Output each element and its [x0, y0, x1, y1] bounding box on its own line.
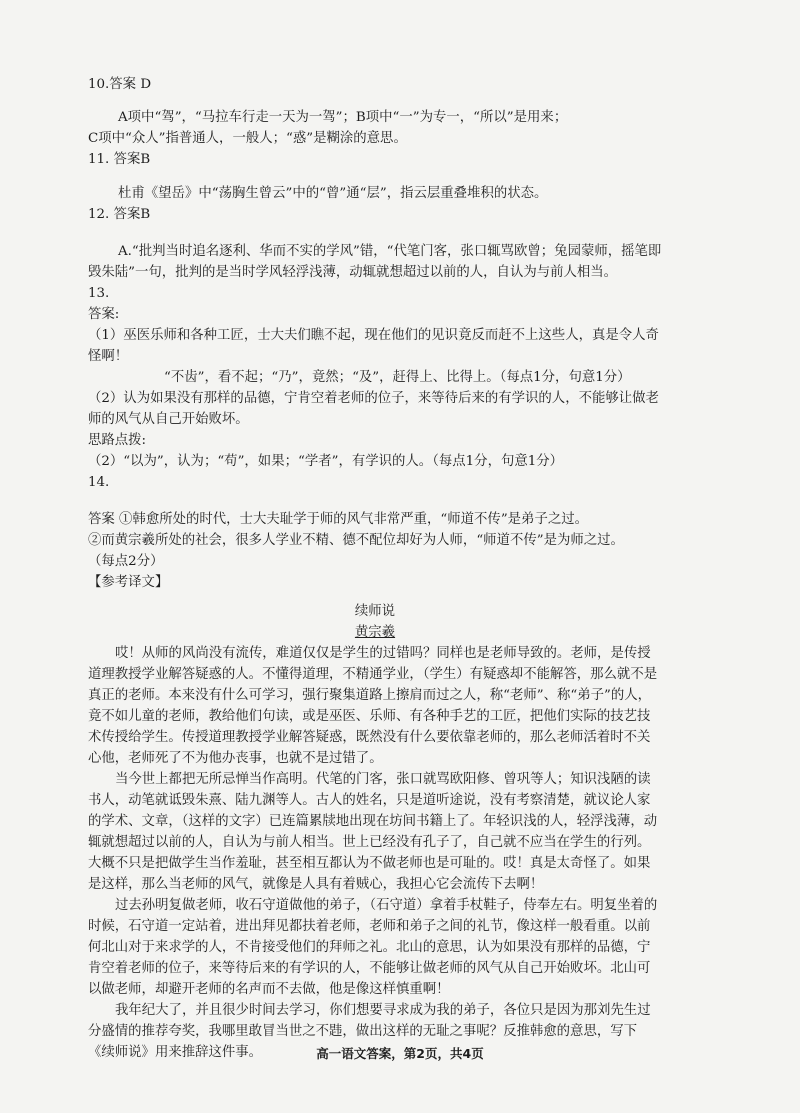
q13-hint-label: 思路点拨:	[88, 433, 147, 448]
q12-heading: 12. 答案B	[88, 207, 151, 222]
q11-explanation: 杜甫《望岳》中“荡胸生曾云”中的“曾”通“层”，指云层重叠堆积的状态。	[118, 186, 548, 201]
translation-paragraph-1: 哎！从师的风尚没有流传，难道仅仅是学生的过错吗？同样也是老师导致的。老师，是传授道理教授学业解答疑惑的人。不懂得道理，不精通学业，（学生）有疑惑却不能解答，那么就不是真正的老师。本来没有什么可学习，强行聚集道路上擦肩而过之人，称“老师”、称“弟子”的人，竟不如儿童的老师，教给他们句读，或是巫医、乐师、有各种手艺的工匠，把他们实际的技艺技术传授给学生。传授道理教授学业解答疑惑，既然没有什么要依靠老师的，那么老师活着时不关心他，老师死了不为他办丧事，也就不是过错了。	[88, 646, 658, 766]
q10-explanation-line-1: A项中“驾”，“马拉车行走一天为一驾”；B项中“一”为专一，“所以”是用来；	[118, 110, 568, 125]
translation-author	[88, 622, 662, 643]
translation-paragraph-3: 过去孙明复做老师，收石守道做他的弟子，（石守道）拿着手杖鞋子，侍奉左右。明复坐着的时候，石守道一定站着，进出拜见都扶着老师，老师和弟子之间的礼节，像这样一般看重。以前何北山对于来求学的人，不肯接受他们的拜师之礼。北山的意思，认为如果没有那样的品德，宁肯空着老师的位子，来等待后来的有学识的人，不能够让做老师的风气从自己开始败坏。北山可以做老师，却避开老师的名声而不去做，他是像这样慎重啊！	[88, 898, 658, 997]
answer-sheet-page	[88, 74, 662, 1063]
q13-answer-2: （2）认为如果没有那样的品德，宁肯空着老师的位子，来等待后来的有学识的人，不能够让做老师的风气从自己开始败坏。	[88, 391, 659, 427]
q13-hint: （2）“以为”，认为；“苟”，如果；“学者”，有学识的人。（每点1分，句意1分）	[88, 454, 564, 469]
page-footer: 高一语文答案，第2页，共4页	[316, 1046, 484, 1061]
q14-heading: 14.	[88, 475, 110, 490]
q12-explanation: A.“批判当时追名逐利、华而不实的学风”错，“代笔门客，张口辄骂欧曾；兔园蒙师，摇笔即毁朱陆”一句，批判的是当时学风轻浮浅薄，动辄就想超过以前的人，自认为与前人相当。	[88, 244, 662, 280]
q13-answer-1-note: “不齿”，看不起；“乃”，竟然；“及”，赶得上、比得上。（每点1分，句意1分）	[164, 370, 631, 385]
q10-heading: 10.答案 D	[88, 77, 152, 92]
translation-paragraph-4: 我年纪大了，并且很少时间去学习，你们想要寻求成为我的弟子，各位只是因为那刘先生过分盛情的推荐夸奖，我哪里敢冒当世之不韪，做出这样的无耻之事呢？反推韩愈的意思，写下《续师说》用来推辞这件事。	[88, 1003, 651, 1060]
q13-answer-1: （1）巫医乐师和各种工匠，士大夫们瞧不起，现在他们的见识竟反而赶不上这些人，真是令人奇怪啊！	[88, 328, 659, 364]
q10-explanation-line-2: C项中“众人”指普通人，一般人；“惑”是糊涂的意思。	[88, 131, 407, 146]
q14-answer-line-2: ②而黄宗羲所处的社会，很多人学业不精、德不配位却好为人师，“师道不传”是为师之过。	[88, 533, 624, 548]
translation-author-name: 黄宗羲	[354, 625, 396, 640]
translation-title: 续师说	[354, 604, 396, 619]
q13-heading: 13.	[88, 286, 110, 301]
q14-score: （每点2分）	[88, 554, 164, 569]
translation-paragraph-2: 当今世上都把无所忌惮当作高明。代笔的门客，张口就骂欧阳修、曾巩等人；知识浅陋的读书人，动笔就诋毁朱熹、陆九渊等人。古人的姓名，只是道听途说，没有考察清楚，就议论人家的学术、文章，（这样的文字）已连篇累牍地出现在坊间书籍上了。年轻识浅的人，轻浮浅薄，动辄就想超过以前的人，自认为与前人相当。世上已经没有孔子了，自己就不应当在学生的行列。大概不只是把做学生当作羞耻，甚至相互都认为不做老师也是可耻的。哎！真是太奇怪了。如果是这样，那么当老师的风气，就像是人具有着贼心，我担心它会流传下去啊！	[88, 772, 658, 892]
translation-label: 【参考译文】	[88, 575, 169, 590]
q11-heading: 11. 答案B	[88, 152, 151, 167]
q14-answer-line-1: 答案 ①韩愈所处的时代，士大夫耻学于师的风气非常严重，“师道不传”是弟子之过。	[88, 512, 589, 527]
q13-answer-label: 答案:	[88, 307, 120, 322]
